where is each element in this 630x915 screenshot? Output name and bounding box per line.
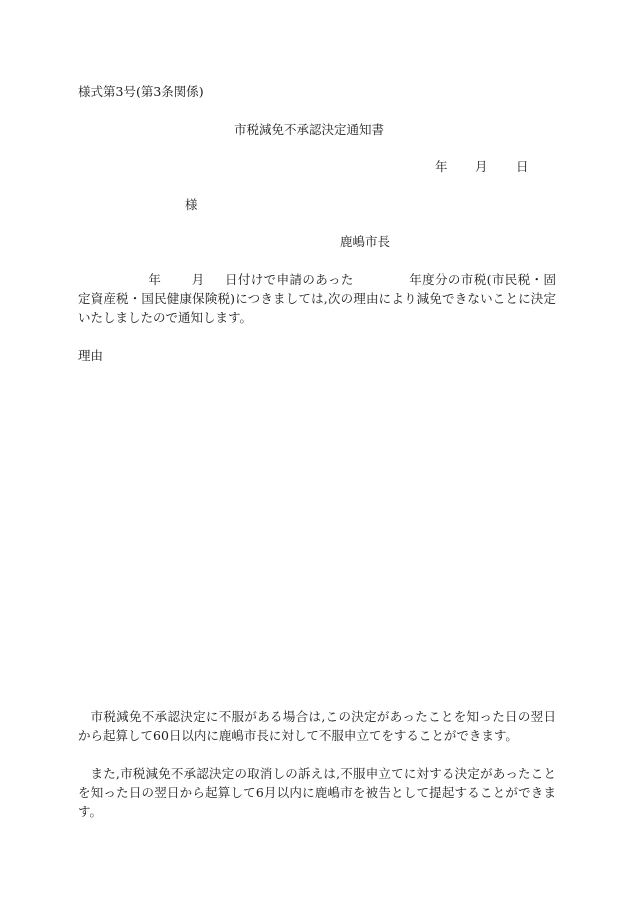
issuer-name: 鹿嶋市長 xyxy=(340,234,391,249)
application-year-label: 年 xyxy=(148,272,162,287)
date-year-label: 年 xyxy=(435,159,448,174)
application-text: 日付けで申請のあった xyxy=(224,272,354,287)
document-title: 市税減免不承認決定通知書 xyxy=(234,122,385,137)
application-month-label: 月 xyxy=(191,272,205,287)
form-number: 様式第3号(第3条関係) xyxy=(78,84,204,99)
body-paragraph xyxy=(78,270,556,327)
date-day-label: 日 xyxy=(516,159,529,174)
date-month-label: 月 xyxy=(475,159,488,174)
lawsuit-notice: また,市税減免不承認決定の取消しの訴えは,不服申立てに対する決定があったことを知った日の翌日から起算して6月以内に鹿嶋市を被告として提起することができます。 xyxy=(78,766,556,819)
body-main-text: 年度分の市税(市民税・固定資産税・国民健康保険税)につきましては,次の理由により減免できないことに決定いたしましたので通知します。 xyxy=(78,272,556,325)
reason-label: 理由 xyxy=(78,348,104,363)
addressee-suffix: 様 xyxy=(185,197,198,212)
appeal-notice: 市税減免不承認決定に不服がある場合は,この決定があったことを知った日の翌日から起算して60日以内に鹿嶋市長に対して不服申立てをすることができます。 xyxy=(78,709,556,743)
